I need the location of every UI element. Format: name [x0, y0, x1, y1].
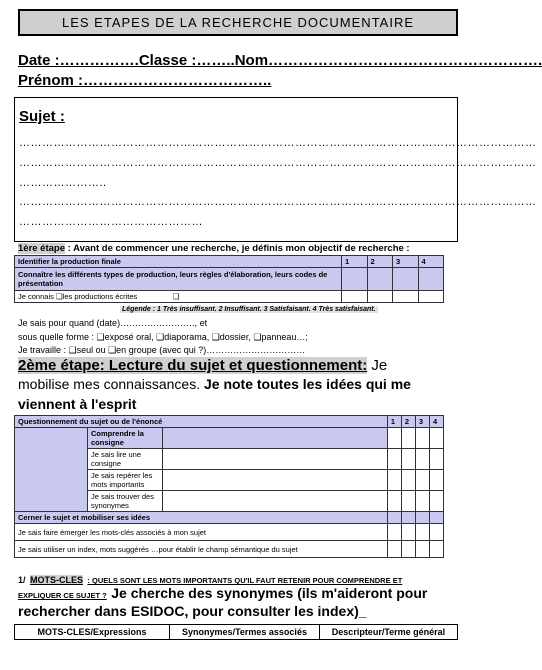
sujet-dots-5: …………………………………………	[19, 216, 203, 228]
cell[interactable]	[429, 449, 443, 470]
table1-row1: Connaître les différents types de production, leurs règles d'élaboration, leurs codes de présentation	[15, 268, 342, 291]
cell[interactable]	[418, 268, 444, 291]
table1-row2-text: Je connais ❑les productions écrites	[18, 292, 138, 301]
sujet-label: Sujet :	[19, 108, 65, 125]
etape2-heading: : Lecture du sujet et questionnement:	[99, 357, 368, 374]
title-text: LES ETAPES DE LA RECHERCHE DOCUMENTAIRE	[61, 15, 415, 30]
cell[interactable]	[418, 291, 444, 303]
col-4: 4	[429, 416, 443, 428]
je-travaille: Je travaille : ❑seul ou ❑en groupe (avec qui ?)……………………………	[18, 345, 306, 355]
col-2: 2	[401, 416, 415, 428]
cell[interactable]	[387, 541, 401, 558]
je-sais-date: Je sais pour quand (date)……………………., et	[18, 318, 208, 328]
table-row	[15, 416, 444, 428]
cell[interactable]	[342, 291, 368, 303]
etape2-line	[18, 357, 387, 374]
etape2-line2	[18, 376, 411, 392]
firstname-line: Prénom :………………………………..	[18, 72, 272, 89]
table1-row2	[15, 291, 342, 303]
table-row	[15, 291, 444, 303]
cell[interactable]	[415, 524, 429, 541]
table-row	[15, 541, 444, 558]
table2-sub2: Je sais lire une consigne	[88, 449, 163, 470]
cell[interactable]	[387, 428, 401, 449]
table2-header2: Cerner le sujet et mobiliser ses idées	[15, 512, 388, 524]
production-table	[14, 255, 444, 303]
sujet-dots-3: …………………..	[19, 177, 107, 189]
etape2-line3: viennent à l'esprit	[18, 396, 137, 412]
cell[interactable]	[415, 428, 429, 449]
cell[interactable]	[387, 470, 401, 491]
table-row	[15, 524, 444, 541]
date-class-name-line: Date :…………….Classe :……..Nom……………………………………………….	[18, 52, 542, 69]
cell[interactable]	[393, 268, 419, 291]
cell[interactable]	[401, 541, 415, 558]
je-sais-forme: sous quelle forme : ❑exposé oral, ❑diaporama, ❑dossier, ❑panneau…;	[18, 332, 308, 342]
col-3: 3	[415, 416, 429, 428]
motscles-question-2: EXPLIQUER CE SUJET ?	[18, 591, 107, 600]
cell[interactable]	[415, 470, 429, 491]
col-4: 4	[418, 256, 444, 268]
sujet-dots-2: ………………………………………………………………………………………………………………………	[19, 157, 537, 169]
motscles-question: : QUELS SONT LES MOTS IMPORTANTS QU'IL FAUT RETENIR POUR COMPRENDRE ET	[87, 576, 403, 585]
cell[interactable]	[387, 449, 401, 470]
cell[interactable]	[401, 470, 415, 491]
table-row	[15, 428, 444, 449]
col-2: 2	[367, 256, 393, 268]
motscles-text1: Je cherche des synonymes (ils m'aideront pour	[111, 585, 428, 601]
cell[interactable]	[415, 541, 429, 558]
document-title	[18, 9, 458, 36]
cell[interactable]	[401, 524, 415, 541]
table-row	[15, 268, 444, 291]
etape2-line2a: mobilise mes connaissances.	[18, 376, 201, 392]
col-synonymes: Synonymes/Termes associés	[170, 625, 320, 640]
cell[interactable]	[429, 491, 443, 512]
cell[interactable]	[429, 428, 443, 449]
table2-header: Questionnement du sujet ou de l'énoncé	[15, 416, 388, 428]
motscles-table	[14, 624, 458, 640]
etape2-line2b: Je note toutes les idées qui me	[203, 376, 411, 392]
motscles-label: MOTS-CLES	[29, 575, 83, 585]
col-motscles: MOTS-CLES/Expressions	[15, 625, 170, 640]
cell[interactable]	[387, 491, 401, 512]
sujet-dots-4: ………………………………………………………………………………………………………………………	[19, 196, 537, 208]
table1-header: Identifier la production finale	[15, 256, 342, 268]
cell[interactable]	[393, 291, 419, 303]
table2-sub3: Je sais repérer les mots importants	[88, 470, 163, 491]
cell[interactable]	[415, 449, 429, 470]
table-row	[15, 512, 444, 524]
checkbox[interactable]: ❑	[172, 292, 180, 301]
etape2-label: 2ème étape	[18, 357, 100, 374]
col-3: 3	[393, 256, 419, 268]
col-1: 1	[387, 416, 401, 428]
etape1-label: 1ère étape	[18, 243, 66, 254]
sujet-dots-1: ………………………………………………………………………………………………………………………	[19, 137, 537, 149]
table-row	[15, 256, 444, 268]
motscles-text2: rechercher dans ESIDOC, pour consulter les index)_	[18, 603, 367, 619]
cell[interactable]	[415, 491, 429, 512]
table-row	[15, 625, 458, 640]
cell[interactable]	[367, 268, 393, 291]
etape1-text: : Avant de commencer une recherche, je définis mon objectif de recherche :	[67, 243, 410, 254]
cell[interactable]	[429, 470, 443, 491]
col-descripteur: Descripteur/Terme général	[320, 625, 458, 640]
cell[interactable]	[367, 291, 393, 303]
cell[interactable]	[342, 268, 368, 291]
etape1-line	[18, 243, 410, 254]
cell[interactable]	[387, 524, 401, 541]
cell[interactable]	[429, 524, 443, 541]
etape2-after: Je	[371, 357, 388, 374]
table2-sub4: Je sais trouver des synonymes	[88, 491, 163, 512]
table2-row5: Je sais faire émerger les mots-clés associés à mon sujet	[15, 524, 388, 541]
motscles-line2	[18, 585, 427, 603]
questionnement-table	[14, 415, 444, 558]
motscles-num: 1/	[18, 575, 26, 585]
cell[interactable]	[429, 541, 443, 558]
legend: Légende : 1 Très insuffisant. 2 Insuffisant. 3 Satisfaisant. 4 Très satisfaisant.	[122, 306, 376, 313]
table2-row6: Je sais utiliser un index, mots suggérés …pour établir le champ sémantique du sujet	[15, 541, 388, 558]
cell[interactable]	[401, 449, 415, 470]
cell[interactable]	[401, 491, 415, 512]
table2-sub1: Comprendre la consigne	[88, 428, 163, 449]
col-1: 1	[342, 256, 368, 268]
cell[interactable]	[401, 428, 415, 449]
